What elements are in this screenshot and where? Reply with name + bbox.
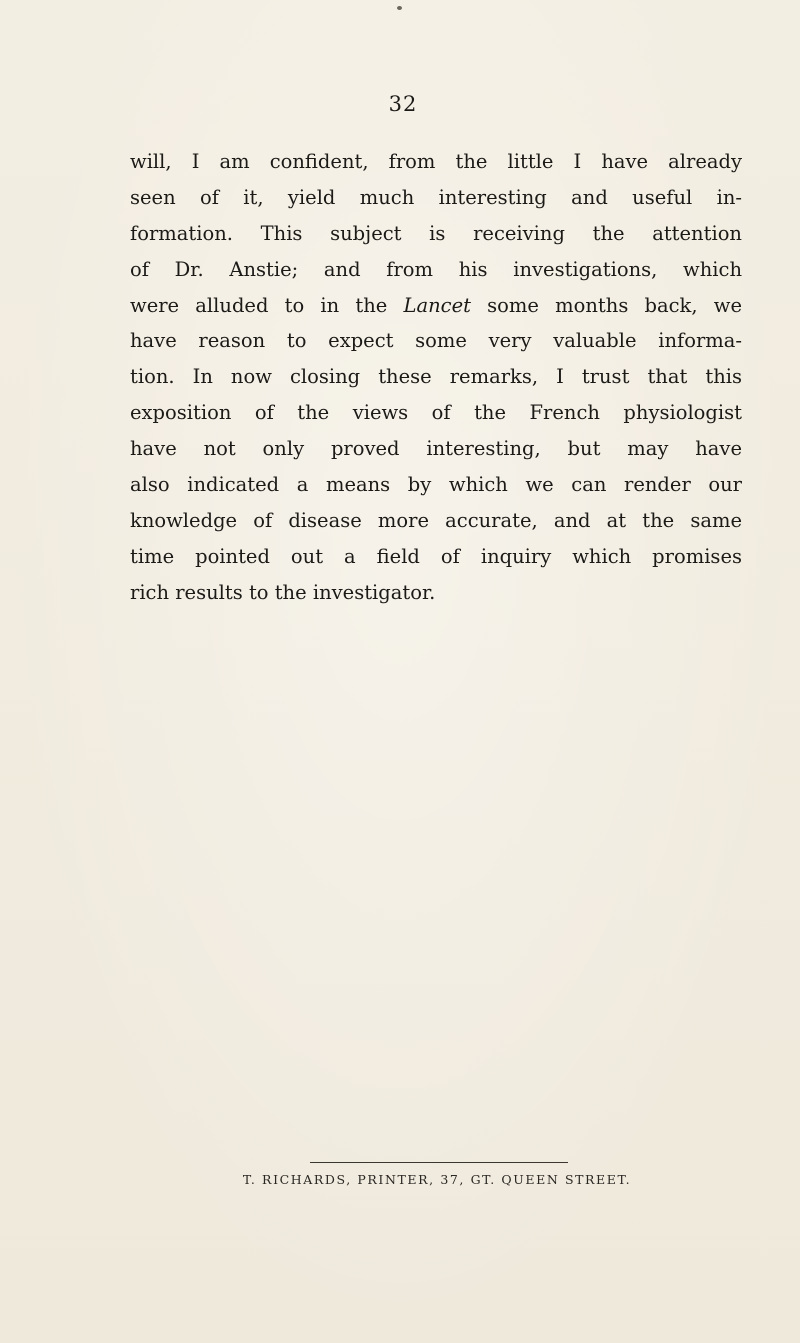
text-line: time pointed out a field of inquiry which promises — [130, 544, 742, 568]
ink-speck — [397, 6, 402, 10]
text-line: have reason to expect some very valuable informa- — [130, 329, 742, 353]
text-line: seen of it, yield much interesting and useful in- — [130, 185, 742, 209]
text-line: have not only proved interesting, but may have — [130, 437, 742, 461]
page-number: 32 — [388, 92, 418, 116]
text-line: rich results to the investigator. — [130, 580, 436, 604]
text-line: of Dr. Anstie; and from his investigations, which — [130, 257, 742, 281]
text-line — [130, 288, 742, 324]
text-line-part: some months back, we — [470, 293, 742, 317]
text-line: exposition of the views of the French physiologist — [130, 401, 742, 425]
printer-imprint: T. RICHARDS, PRINTER, 37, GT. QUEEN STREET. — [242, 1172, 632, 1187]
journal-title: Lancet — [403, 293, 471, 317]
text-line: formation. This subject is receiving the attention — [130, 221, 742, 245]
text-line-part: were alluded to in the — [130, 293, 404, 317]
body-paragraph — [130, 144, 742, 611]
text-line: tion. In now closing these remarks, I trust that this — [130, 365, 742, 389]
text-line: knowledge of disease more accurate, and at the same — [130, 508, 742, 532]
imprint-rule — [310, 1162, 568, 1163]
text-line: will, I am confident, from the little I have already — [130, 150, 742, 173]
text-line: also indicated a means by which we can render our — [130, 473, 742, 497]
